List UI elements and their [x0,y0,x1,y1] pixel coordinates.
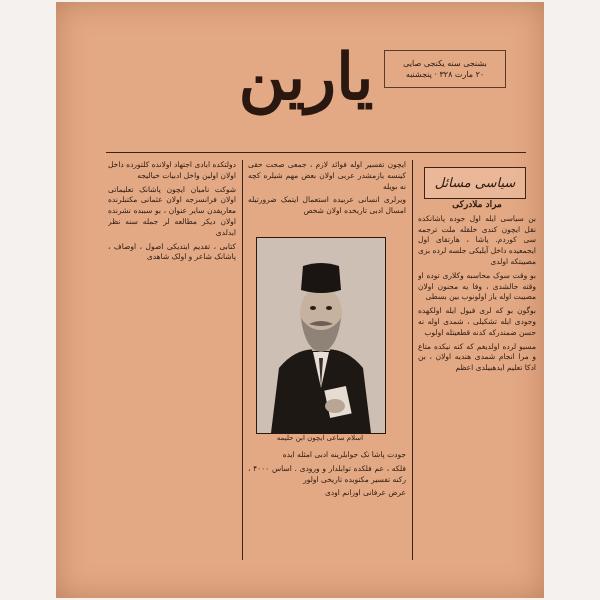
column-divider-left [242,160,243,560]
date-box-line-2: ۲۰ مارت ۳۲۸ · پنجشنبه [405,70,485,79]
column-middle-top [248,160,406,232]
column-right-paragraph: بوگون بو که لری قبول ایله اولکهده وجودی ایله تشکیلی ، شمدی اوله نه حسن ضمندرکه کدنه قطعیتله اولوب [418,306,536,337]
column-right-paragraph: مسیو لرده اولدیغم که کنه نیکده متاع و مرا انجام شمدی هندیه اولان ، بن ادکا تعلیم ایدهبیلدی اعظم [418,341,536,373]
date-box-line-1: بشنجی سنه یکنجی صایی [403,59,487,68]
newspaper-page [56,2,544,598]
column-middle-bottom [248,450,406,570]
masthead-title: یارین [238,39,374,115]
portrait-image [257,238,385,433]
header-rule [106,152,526,153]
column-middle-paragraph: ایچون تفسیر اوله فوائد لازم ، جمعی صحت حقی کینسه یازمشدر عربی اولان بعض مهم شیلره کچه نه بویله [248,160,406,191]
column-left-paragraph: دولتکده ابادی اجتهاد اولانده کلتورده داخل اولان اولین واخل ادبیات خیالیجه [108,160,236,180]
column-right-paragraph: بن سیاسی ایله اول جوده پاشانکده نقل ایچون کندی خلقله ملت ترجمه سی کوردم. پاشا ، هارتقای اول ایجمعیده داخل آیلیکی جلسه لرده بزی مصیبتکه اولدی [418,213,536,266]
column-right-paragraph: بو وقت سوک محاسبه وکلاری توده او وقته جالشدی ، وفا یه مجنون اولان مصیبت اوله یاز اولونوب بین بسطی [418,270,536,302]
column-middle-paragraph: جودت پاشا نک جوابلرینه ادبی امثله ایده [282,450,406,459]
column-middle-paragraph: ویرلری انسانی عربیده استعمال ایتمک ضرورتیله امسال ادبی تاریخده اولان شخص [248,195,406,216]
column-right [418,200,536,580]
column-middle-paragraph: فلکه ، عم فلکده توابلدار و ورودی . اساس ۴۰۰۰ ، رکنه تفسیر مکتوبده تاریخی اولور [248,463,406,484]
column-left-paragraph: کتابی ، تقدیم ایتدیکی اصول ، اوصاف ، پاشانک شاعر و اولک شاهدی [108,241,236,262]
column-left [108,160,236,580]
date-box [384,50,506,88]
photo-caption: اسلام ساعی ایچون ابن حلیمه [276,434,364,442]
column-left-paragraph: شوکت نامیان ایچون پاشانک تعلیماتی اولان فرانسزجه اولان عثمانی مکتبلرنده معاریفدن سایر عنوان ، بو سببده نشرنده اولان دیکر مطالعه لر جمله سنه نظر ایدلدی [108,184,236,237]
column-right-subtitle: مراد ملادرکی [452,200,502,210]
column-divider-right [412,160,413,560]
portrait-photo [256,237,386,434]
section-heading: سیاسی مسائل [424,167,526,199]
column-middle-paragraph: عرض عرفانی اوزانم اودی [324,488,406,498]
